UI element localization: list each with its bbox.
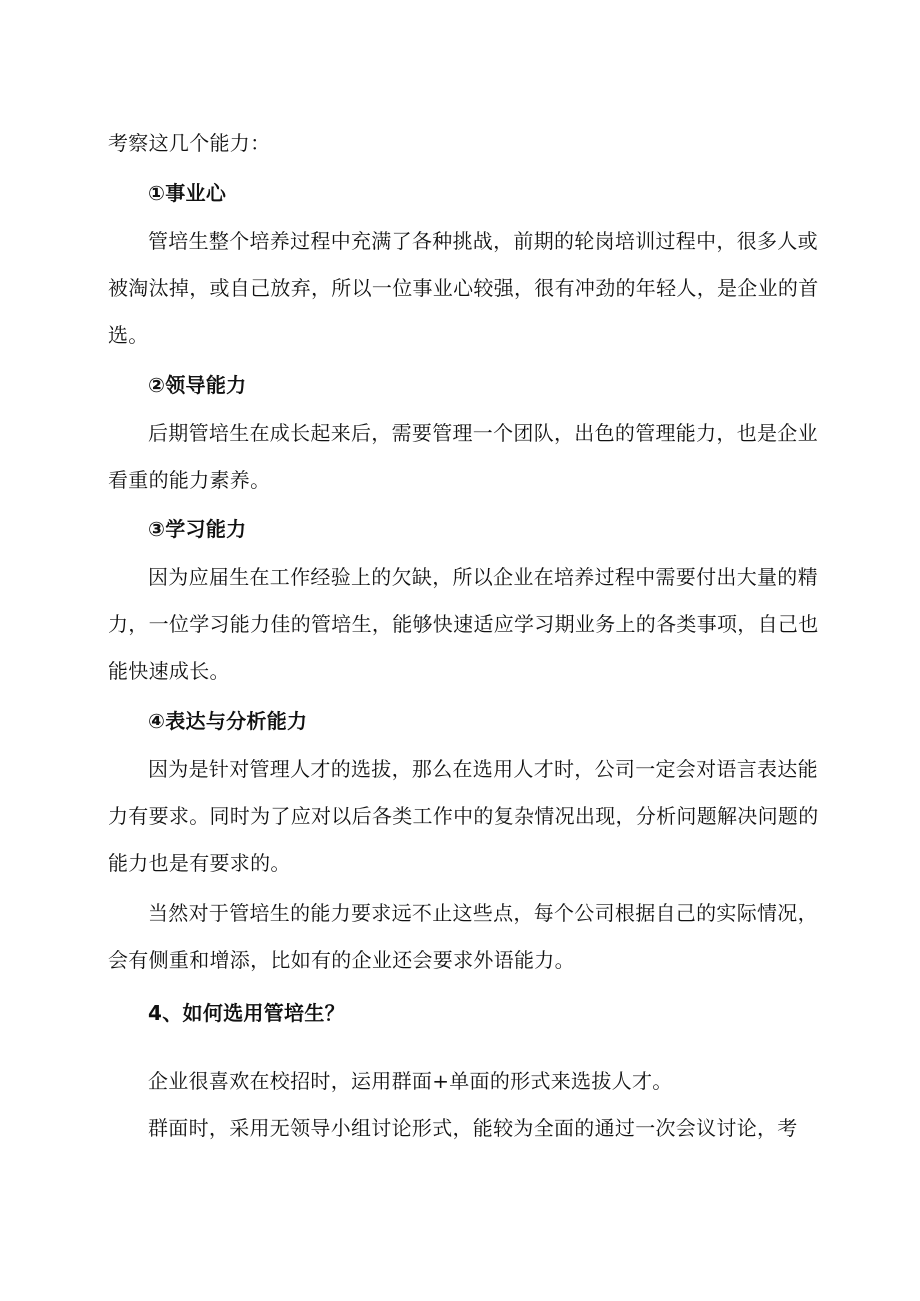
intro-text: 考察这几个能力： bbox=[108, 131, 271, 155]
section4-line: 企业很喜欢在校招时，运用群面+单面的形式来选拔人才。 bbox=[148, 1069, 673, 1093]
paragraph-line: 因为是针对管理人才的选拔，那么在选用人才时，公司一定会对语言表达能 bbox=[148, 757, 818, 781]
section-heading-leadership: ②领导能力 bbox=[148, 373, 247, 397]
paragraph-line: 选。 bbox=[108, 323, 149, 347]
paragraph-line: 力，一位学习能力佳的管培生，能够快速适应学习期业务上的各类事项，自己也 bbox=[108, 612, 819, 636]
paragraph-line: 力有要求。同时为了应对以后各类工作中的复杂情况出现，分析问题解决问题的 bbox=[108, 804, 819, 828]
section4-line: 群面时，采用无领导小组讨论形式，能较为全面的通过一次会议讨论，考 bbox=[148, 1116, 798, 1140]
paragraph-line: 被淘汰掉，或自己放弃，所以一位事业心较强，很有冲劲的年轻人，是企业的首 bbox=[108, 276, 819, 300]
paragraph-line: 管培生整个培养过程中充满了各种挑战，前期的轮岗培训过程中，很多人或 bbox=[148, 229, 818, 253]
paragraph-line: 后期管培生在成长起来后，需要管理一个团队，出色的管理能力，也是企业 bbox=[148, 421, 818, 445]
closing-line: 当然对于管培生的能力要求远不止这些点，每个公司根据自己的实际情况， bbox=[148, 901, 818, 925]
section4-title: 4、如何选用管培生？ bbox=[148, 1001, 345, 1025]
paragraph-line: 因为应届生在工作经验上的欠缺，所以企业在培养过程中需要付出大量的精 bbox=[148, 565, 818, 589]
section-heading-ambition: ①事业心 bbox=[148, 181, 227, 205]
paragraph-line: 看重的能力素养。 bbox=[108, 468, 271, 492]
paragraph-line: 能力也是有要求的。 bbox=[108, 851, 291, 875]
paragraph-line: 能快速成长。 bbox=[108, 659, 230, 683]
section-heading-expression-analysis: ④表达与分析能力 bbox=[148, 709, 308, 733]
closing-line: 会有侧重和增添，比如有的企业还会要求外语能力。 bbox=[108, 948, 575, 972]
section-heading-learning: ③学习能力 bbox=[148, 517, 247, 541]
